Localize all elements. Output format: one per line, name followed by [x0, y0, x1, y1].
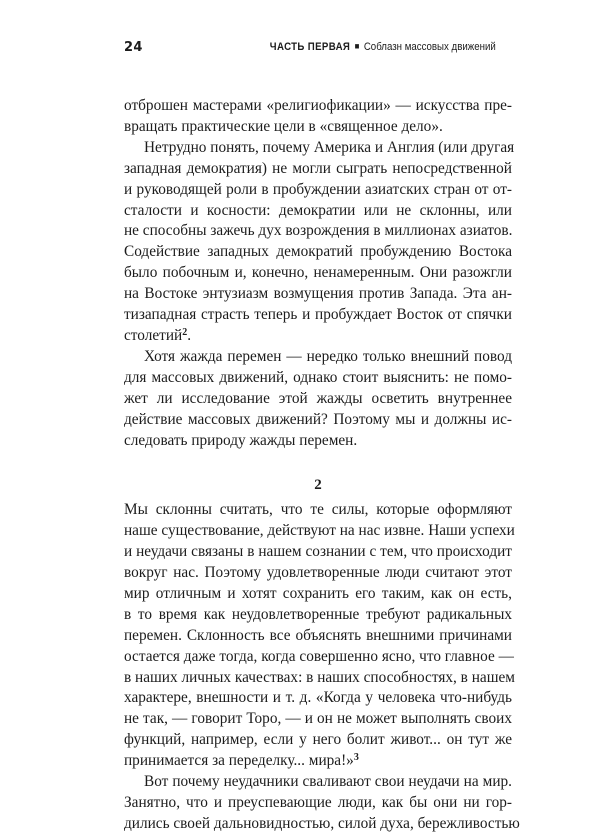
text-line: на Востоке энтузиазм возмущения против Запада. Эта ан- — [124, 285, 512, 303]
text-line: столетий$^2$. — [124, 326, 192, 344]
footnote-ref: 2 — [182, 326, 188, 338]
text-line: наше существование, действуют на нас извне. Наши успехи — [124, 522, 515, 540]
text-line: Нетрудно понять, почему Америка и Англия (или другая — [144, 138, 515, 156]
text-line: мир отличным и хотят сохранить его таким, как он есть, — [124, 584, 512, 602]
text-fragment: принимается за переделку... мира!» — [124, 752, 354, 770]
text-line: жет ли исследование этой жажды осветить внутреннее — [124, 389, 512, 407]
text-line: перемен. Склонность все объяснять внешними причинами — [124, 626, 512, 644]
running-head — [270, 41, 496, 53]
page-number: 24 — [124, 40, 143, 55]
text-line: было побочным и, конечно, ненамеренным. Они разожгли — [124, 264, 512, 282]
text-line: отброшен мастерами «религиофикации» — искусства пре- — [124, 97, 512, 114]
square-separator-icon: ■ — [354, 41, 360, 51]
footnote-ref: 3 — [353, 752, 359, 764]
text-line: остается даже тогда, когда совершенно ясно, что главное — — [124, 647, 514, 665]
text-line: вращать практические цели в «священное дело». — [124, 117, 443, 135]
text-line: характере, внешности и т. д. «Когда у человека что-нибудь — [124, 689, 512, 707]
text-line: и неудачи связаны в нашем сознании с тем, что происходит — [124, 543, 512, 561]
text-line: для массовых движений, однако стоит выяснить: не помо- — [124, 368, 512, 386]
text-line: вокруг нас. Поэтому удовлетворенные люди считают этот — [124, 564, 512, 582]
chapter-title: Соблазн массовых движений — [364, 41, 496, 53]
text-line: не так, — говорит Торо, — и он не может выполнять своих — [124, 710, 512, 728]
text-line: Занятно, что и преуспевающие люди, как бы они ни гор- — [124, 794, 512, 811]
text-line: действие массовых движений? Поэтому мы и должны ис- — [124, 410, 512, 428]
text-line: функций, например, если у него болит живот... он тут же — [124, 731, 512, 749]
text-line: тизападная страсть теперь и пробуждает Восток от спячки — [124, 306, 512, 324]
text-line: в то время как неудовлетворенные требуют радикальных — [124, 605, 512, 623]
text-line: не способны зажечь дух возрождения в миллионах азиатов. — [124, 222, 513, 240]
text-line: Содействие западных демократий пробуждению Востока — [124, 243, 512, 261]
text-line: Хотя жажда перемен — нередко только внешний повод — [144, 347, 512, 365]
text-line — [124, 751, 512, 772]
text-line: Мы склонны считать, что те силы, которые оформляют — [124, 501, 512, 519]
part-title: ЧАСТЬ ПЕРВАЯ — [270, 41, 351, 53]
text-line: и руководящей роли в пробуждении азиатских стран от от- — [124, 180, 512, 198]
body-text — [124, 96, 520, 835]
section-number: 2 — [314, 477, 322, 494]
text-line: следовать природу жажды перемен. — [124, 431, 358, 449]
text-line: сталости и косности: демократии или не склонны, или — [124, 201, 512, 219]
text-fragment: столетий — [124, 326, 183, 344]
text-line: в наших личных качествах: в наших способностях, в нашем — [124, 668, 515, 686]
text-line: западная демократия) не могли сыграть непосредственной — [124, 159, 512, 177]
text-line: Вот почему неудачники сваливают свои неудачи на мир. — [144, 773, 512, 791]
text-line: дились своей дальновидностью, силой духа, бережливостью — [124, 814, 520, 832]
